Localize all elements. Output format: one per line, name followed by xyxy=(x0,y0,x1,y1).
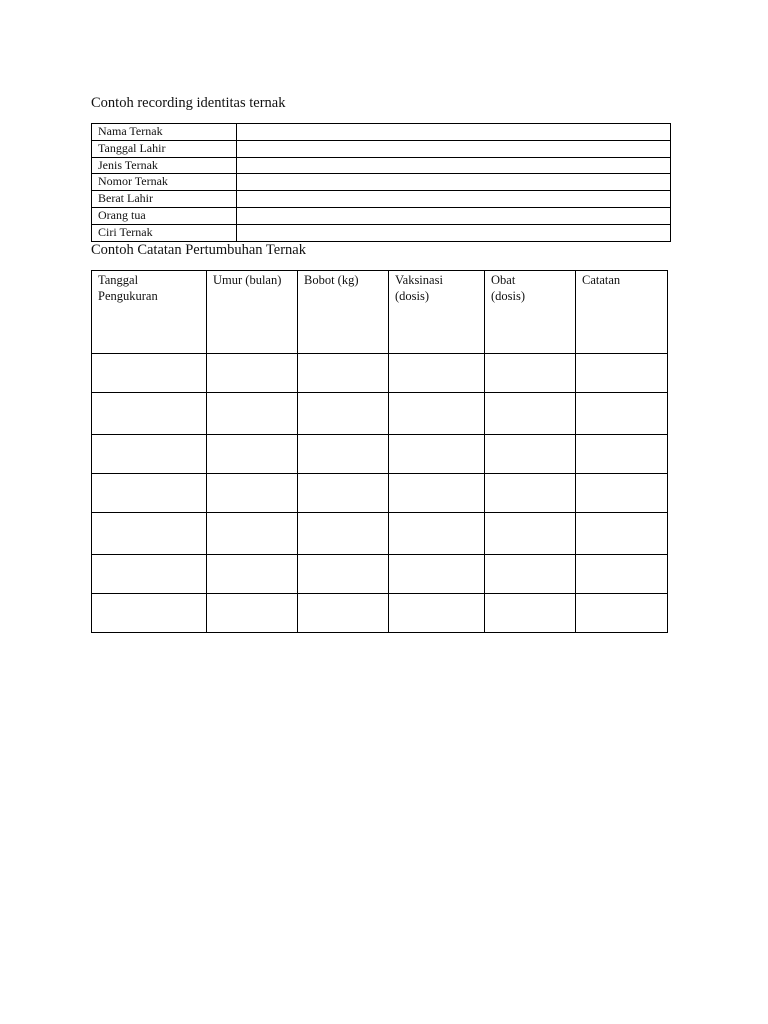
growth-cell xyxy=(576,513,668,555)
growth-cell xyxy=(298,354,389,393)
growth-cell xyxy=(92,354,207,393)
growth-cell xyxy=(485,435,576,474)
identity-value xyxy=(237,191,671,208)
growth-cell xyxy=(576,594,668,633)
growth-cell xyxy=(389,393,485,435)
growth-cell xyxy=(485,594,576,633)
growth-cell xyxy=(92,393,207,435)
growth-cell xyxy=(485,354,576,393)
growth-cell xyxy=(389,513,485,555)
growth-cell xyxy=(298,393,389,435)
growth-cell xyxy=(576,354,668,393)
growth-cell xyxy=(298,594,389,633)
table-row xyxy=(92,157,671,174)
identity-value xyxy=(237,174,671,191)
header-line: Vaksinasi xyxy=(395,273,443,287)
table-row xyxy=(92,435,668,474)
growth-cell xyxy=(207,474,298,513)
identity-table xyxy=(91,123,671,242)
growth-cell xyxy=(298,474,389,513)
identity-value xyxy=(237,157,671,174)
growth-cell xyxy=(92,513,207,555)
growth-cell xyxy=(389,594,485,633)
growth-cell xyxy=(298,435,389,474)
growth-cell xyxy=(389,474,485,513)
header-line: Catatan xyxy=(582,273,621,287)
table-row xyxy=(92,174,671,191)
growth-cell xyxy=(485,513,576,555)
header-line: Umur (bulan) xyxy=(213,273,282,287)
growth-cell xyxy=(389,435,485,474)
growth-cell xyxy=(576,555,668,594)
identity-value xyxy=(237,207,671,224)
table-row xyxy=(92,354,668,393)
growth-cell xyxy=(207,393,298,435)
growth-cell xyxy=(207,555,298,594)
identity-label: Tanggal Lahir xyxy=(92,140,237,157)
growth-cell xyxy=(298,513,389,555)
identity-label: Ciri Ternak xyxy=(92,224,237,241)
identity-label: Nomor Ternak xyxy=(92,174,237,191)
column-header-vaksinasi xyxy=(389,271,485,354)
table-row xyxy=(92,513,668,555)
growth-section-title: Contoh Catatan Pertumbuhan Ternak xyxy=(91,242,306,258)
growth-cell xyxy=(207,513,298,555)
column-header-tanggal-pengukuran xyxy=(92,271,207,354)
growth-cell xyxy=(485,393,576,435)
table-row xyxy=(92,140,671,157)
growth-cell xyxy=(576,393,668,435)
header-line: Tanggal xyxy=(98,273,139,287)
table-row xyxy=(92,555,668,594)
growth-cell xyxy=(485,555,576,594)
column-header-obat xyxy=(485,271,576,354)
growth-cell xyxy=(92,474,207,513)
table-row xyxy=(92,124,671,141)
growth-record-table xyxy=(91,270,668,633)
growth-cell xyxy=(389,555,485,594)
growth-cell xyxy=(576,474,668,513)
identity-section-title: Contoh recording identitas ternak xyxy=(91,95,286,111)
header-line: (dosis) xyxy=(491,289,526,303)
growth-cell xyxy=(389,354,485,393)
growth-cell xyxy=(207,435,298,474)
header-line: Obat xyxy=(491,273,516,287)
identity-label: Nama Ternak xyxy=(92,124,237,141)
growth-cell xyxy=(576,435,668,474)
header-line: Pengukuran xyxy=(98,289,158,303)
identity-value xyxy=(237,140,671,157)
growth-cell xyxy=(207,594,298,633)
table-row xyxy=(92,474,668,513)
growth-cell xyxy=(298,555,389,594)
header-line: Bobot (kg) xyxy=(304,273,359,287)
identity-value xyxy=(237,224,671,241)
growth-cell xyxy=(485,474,576,513)
table-header-row xyxy=(92,271,668,354)
identity-label: Jenis Ternak xyxy=(92,157,237,174)
identity-label: Berat Lahir xyxy=(92,191,237,208)
table-row xyxy=(92,224,671,241)
header-line: (dosis) xyxy=(395,289,430,303)
column-header-bobot xyxy=(298,271,389,354)
table-row xyxy=(92,393,668,435)
identity-label: Orang tua xyxy=(92,207,237,224)
growth-cell xyxy=(92,435,207,474)
table-row xyxy=(92,191,671,208)
growth-cell xyxy=(207,354,298,393)
column-header-catatan xyxy=(576,271,668,354)
column-header-umur xyxy=(207,271,298,354)
identity-value xyxy=(237,124,671,141)
table-row xyxy=(92,207,671,224)
growth-cell xyxy=(92,555,207,594)
table-row xyxy=(92,594,668,633)
growth-cell xyxy=(92,594,207,633)
